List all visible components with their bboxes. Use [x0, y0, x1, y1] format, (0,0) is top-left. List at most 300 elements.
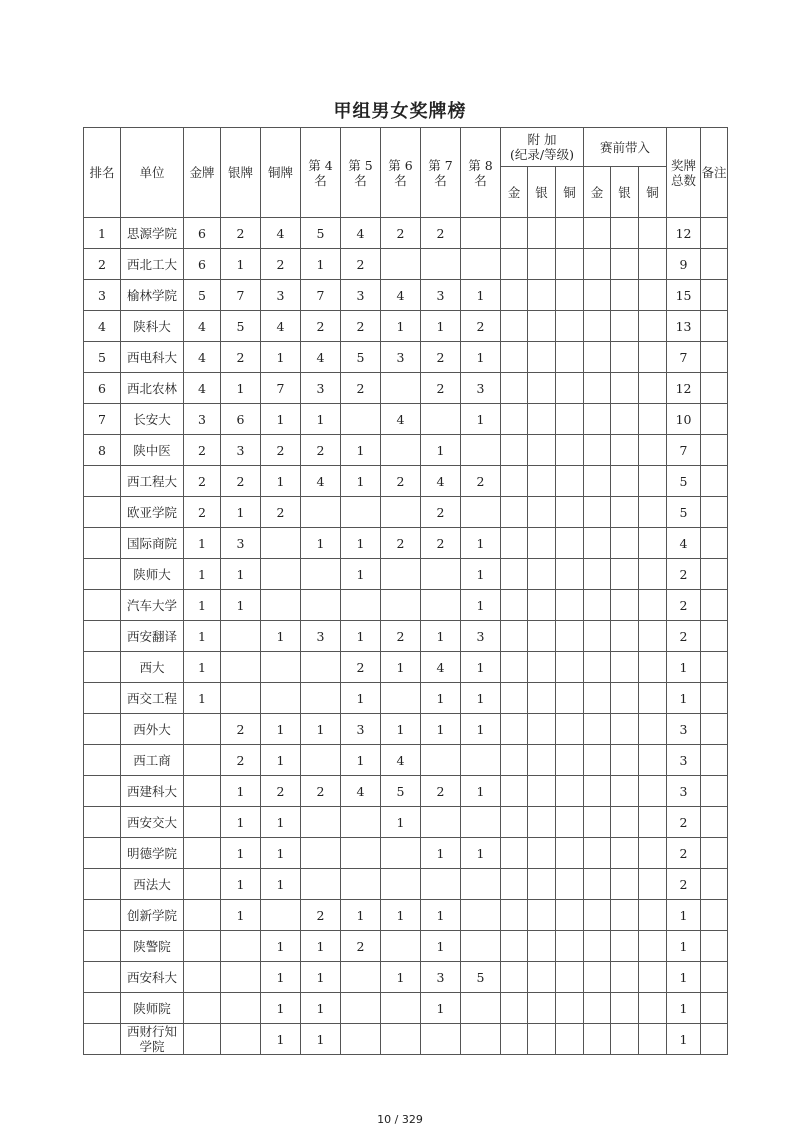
extra-silver-cell [528, 280, 556, 311]
extra-silver-cell [528, 931, 556, 962]
extra-silver-cell [528, 776, 556, 807]
place4-cell: 7 [301, 280, 341, 311]
extra-silver-cell [528, 218, 556, 249]
place5-cell: 2 [341, 931, 381, 962]
gold-cell: 1 [184, 590, 221, 621]
table-row [84, 559, 728, 590]
unit-cell: 西大 [121, 652, 184, 683]
header-unit: 单位 [121, 128, 184, 218]
unit-cell: 创新学院 [121, 900, 184, 931]
extra-bronze-cell [556, 993, 584, 1024]
place5-cell [341, 838, 381, 869]
bronze-cell: 2 [261, 249, 301, 280]
unit-cell: 陕警院 [121, 931, 184, 962]
place6-cell [381, 435, 421, 466]
extra-silver-cell [528, 621, 556, 652]
rank-cell [84, 900, 121, 931]
place6-cell: 1 [381, 900, 421, 931]
extra-bronze-cell [556, 404, 584, 435]
carried-silver-cell [611, 869, 639, 900]
extra-bronze-cell [556, 807, 584, 838]
total-cell: 5 [667, 466, 701, 497]
remark-cell [701, 869, 728, 900]
place4-cell: 1 [301, 714, 341, 745]
carried-silver-cell [611, 590, 639, 621]
gold-cell: 1 [184, 528, 221, 559]
gold-cell: 4 [184, 373, 221, 404]
gold-cell: 2 [184, 435, 221, 466]
place5-cell: 1 [341, 435, 381, 466]
gold-cell [184, 869, 221, 900]
carried-gold-cell [584, 590, 611, 621]
place7-cell: 2 [421, 776, 461, 807]
place8-cell: 1 [461, 342, 501, 373]
header-place8: 第 8 名 [461, 128, 501, 218]
carried-silver-cell [611, 745, 639, 776]
carried-bronze-cell [639, 652, 667, 683]
extra-silver-cell [528, 900, 556, 931]
gold-cell: 2 [184, 466, 221, 497]
place7-cell [421, 590, 461, 621]
header-bronze: 铜牌 [261, 128, 301, 218]
carried-silver-cell [611, 497, 639, 528]
table-row [84, 342, 728, 373]
unit-cell: 思源学院 [121, 218, 184, 249]
header-extra-gold: 金 [501, 167, 528, 218]
place8-cell [461, 807, 501, 838]
table-row [84, 993, 728, 1024]
table-row [84, 590, 728, 621]
carried-bronze-cell [639, 528, 667, 559]
extra-silver-cell [528, 311, 556, 342]
extra-bronze-cell [556, 559, 584, 590]
header-carried-gold: 金 [584, 167, 611, 218]
gold-cell [184, 993, 221, 1024]
remark-cell [701, 993, 728, 1024]
carried-silver-cell [611, 311, 639, 342]
header-place4: 第 4 名 [301, 128, 341, 218]
place8-cell [461, 931, 501, 962]
gold-cell: 4 [184, 311, 221, 342]
carried-bronze-cell [639, 962, 667, 993]
place7-cell: 1 [421, 993, 461, 1024]
carried-silver-cell [611, 559, 639, 590]
total-cell: 2 [667, 559, 701, 590]
bronze-cell: 2 [261, 776, 301, 807]
page-title: 甲组男女奖牌榜 [333, 101, 467, 122]
unit-cell: 西安翻译 [121, 621, 184, 652]
unit-cell: 西电科大 [121, 342, 184, 373]
carried-silver-cell [611, 652, 639, 683]
extra-bronze-cell [556, 528, 584, 559]
carried-silver-cell [611, 218, 639, 249]
extra-gold-cell [501, 621, 528, 652]
bronze-cell: 1 [261, 342, 301, 373]
bronze-cell [261, 900, 301, 931]
bronze-cell: 1 [261, 745, 301, 776]
carried-gold-cell [584, 311, 611, 342]
place7-cell [421, 559, 461, 590]
extra-gold-cell [501, 745, 528, 776]
place7-cell: 2 [421, 342, 461, 373]
silver-cell: 2 [221, 714, 261, 745]
place7-cell: 1 [421, 931, 461, 962]
place8-cell: 1 [461, 280, 501, 311]
extra-gold-cell [501, 559, 528, 590]
remark-cell [701, 218, 728, 249]
total-cell: 2 [667, 621, 701, 652]
remark-cell [701, 559, 728, 590]
place8-cell [461, 745, 501, 776]
carried-bronze-cell [639, 714, 667, 745]
place7-cell: 1 [421, 311, 461, 342]
table-row [84, 218, 728, 249]
carried-silver-cell [611, 1024, 639, 1055]
place4-cell: 1 [301, 528, 341, 559]
place7-cell: 1 [421, 621, 461, 652]
carried-gold-cell [584, 373, 611, 404]
bronze-cell: 4 [261, 311, 301, 342]
total-cell: 10 [667, 404, 701, 435]
silver-cell: 1 [221, 559, 261, 590]
total-cell: 2 [667, 807, 701, 838]
header-total: 奖牌总数 [667, 128, 701, 218]
carried-gold-cell [584, 559, 611, 590]
remark-cell [701, 590, 728, 621]
place7-cell: 2 [421, 218, 461, 249]
place4-cell: 1 [301, 249, 341, 280]
place8-cell [461, 1024, 501, 1055]
extra-gold-cell [501, 466, 528, 497]
medal-table [83, 127, 728, 1055]
place6-cell [381, 373, 421, 404]
silver-cell: 1 [221, 869, 261, 900]
place6-cell [381, 869, 421, 900]
carried-silver-cell [611, 776, 639, 807]
unit-cell: 西建科大 [121, 776, 184, 807]
place4-cell: 2 [301, 776, 341, 807]
total-cell: 1 [667, 683, 701, 714]
place8-cell: 1 [461, 714, 501, 745]
silver-cell: 1 [221, 900, 261, 931]
table-row [84, 900, 728, 931]
extra-silver-cell [528, 993, 556, 1024]
extra-silver-cell [528, 838, 556, 869]
header-silver: 银牌 [221, 128, 261, 218]
extra-gold-cell [501, 807, 528, 838]
unit-cell: 陕师大 [121, 559, 184, 590]
place7-cell: 1 [421, 435, 461, 466]
carried-bronze-cell [639, 590, 667, 621]
extra-gold-cell [501, 776, 528, 807]
extra-bronze-cell [556, 962, 584, 993]
bronze-cell: 1 [261, 838, 301, 869]
gold-cell: 6 [184, 218, 221, 249]
place6-cell [381, 249, 421, 280]
place8-cell: 3 [461, 621, 501, 652]
place6-cell [381, 931, 421, 962]
place4-cell [301, 590, 341, 621]
silver-cell: 1 [221, 497, 261, 528]
place5-cell: 1 [341, 466, 381, 497]
place4-cell: 2 [301, 900, 341, 931]
carried-bronze-cell [639, 1024, 667, 1055]
place6-cell: 2 [381, 218, 421, 249]
place5-cell: 2 [341, 311, 381, 342]
bronze-cell: 1 [261, 869, 301, 900]
silver-cell [221, 621, 261, 652]
extra-bronze-cell [556, 373, 584, 404]
place6-cell: 4 [381, 280, 421, 311]
carried-bronze-cell [639, 497, 667, 528]
medal-table-body [84, 218, 728, 1055]
carried-gold-cell [584, 621, 611, 652]
place5-cell: 2 [341, 249, 381, 280]
place8-cell: 2 [461, 311, 501, 342]
place6-cell [381, 590, 421, 621]
total-cell: 5 [667, 497, 701, 528]
rank-cell [84, 993, 121, 1024]
place7-cell [421, 869, 461, 900]
place6-cell: 1 [381, 962, 421, 993]
total-cell: 9 [667, 249, 701, 280]
bronze-cell [261, 683, 301, 714]
place4-cell: 2 [301, 435, 341, 466]
place4-cell: 5 [301, 218, 341, 249]
place8-cell: 3 [461, 373, 501, 404]
bronze-cell: 1 [261, 807, 301, 838]
place6-cell: 2 [381, 466, 421, 497]
place5-cell [341, 1024, 381, 1055]
rank-cell [84, 962, 121, 993]
total-cell: 15 [667, 280, 701, 311]
extra-silver-cell [528, 962, 556, 993]
rank-cell: 8 [84, 435, 121, 466]
carried-silver-cell [611, 280, 639, 311]
extra-bronze-cell [556, 466, 584, 497]
total-cell: 4 [667, 528, 701, 559]
place5-cell [341, 869, 381, 900]
carried-gold-cell [584, 838, 611, 869]
place4-cell [301, 683, 341, 714]
place4-cell [301, 807, 341, 838]
extra-bronze-cell [556, 435, 584, 466]
place5-cell: 2 [341, 373, 381, 404]
total-cell: 3 [667, 776, 701, 807]
place8-cell [461, 218, 501, 249]
silver-cell: 2 [221, 466, 261, 497]
remark-cell [701, 652, 728, 683]
unit-cell: 陕科大 [121, 311, 184, 342]
carried-bronze-cell [639, 683, 667, 714]
rank-cell [84, 807, 121, 838]
carried-gold-cell [584, 714, 611, 745]
place8-cell [461, 497, 501, 528]
extra-bronze-cell [556, 869, 584, 900]
place8-cell: 1 [461, 776, 501, 807]
extra-gold-cell [501, 435, 528, 466]
place8-cell [461, 900, 501, 931]
place7-cell: 2 [421, 497, 461, 528]
bronze-cell: 4 [261, 218, 301, 249]
rank-cell [84, 838, 121, 869]
carried-silver-cell [611, 838, 639, 869]
rank-cell: 6 [84, 373, 121, 404]
rank-cell [84, 776, 121, 807]
remark-cell [701, 931, 728, 962]
carried-silver-cell [611, 404, 639, 435]
header-remark: 备注 [701, 128, 728, 218]
silver-cell [221, 962, 261, 993]
carried-bronze-cell [639, 621, 667, 652]
remark-cell [701, 373, 728, 404]
place8-cell [461, 435, 501, 466]
header-carried-bronze: 铜 [639, 167, 667, 218]
carried-gold-cell [584, 962, 611, 993]
carried-bronze-cell [639, 776, 667, 807]
place7-cell: 1 [421, 838, 461, 869]
extra-gold-cell [501, 342, 528, 373]
total-cell: 3 [667, 714, 701, 745]
place5-cell: 1 [341, 559, 381, 590]
bronze-cell: 2 [261, 497, 301, 528]
header-rank: 排名 [84, 128, 121, 218]
silver-cell [221, 993, 261, 1024]
place8-cell: 1 [461, 683, 501, 714]
remark-cell [701, 404, 728, 435]
bronze-cell [261, 528, 301, 559]
silver-cell [221, 683, 261, 714]
table-row [84, 745, 728, 776]
place5-cell: 4 [341, 776, 381, 807]
place6-cell: 2 [381, 621, 421, 652]
place7-cell [421, 404, 461, 435]
bronze-cell: 1 [261, 993, 301, 1024]
header-extra [501, 128, 584, 167]
silver-cell: 6 [221, 404, 261, 435]
extra-silver-cell [528, 652, 556, 683]
extra-silver-cell [528, 869, 556, 900]
place4-cell: 1 [301, 1024, 341, 1055]
place8-cell: 5 [461, 962, 501, 993]
carried-bronze-cell [639, 342, 667, 373]
extra-silver-cell [528, 590, 556, 621]
place4-cell [301, 497, 341, 528]
silver-cell: 1 [221, 590, 261, 621]
remark-cell [701, 342, 728, 373]
bronze-cell: 3 [261, 280, 301, 311]
extra-gold-cell [501, 528, 528, 559]
table-row [84, 280, 728, 311]
table-row [84, 466, 728, 497]
carried-gold-cell [584, 249, 611, 280]
remark-cell [701, 1024, 728, 1055]
carried-bronze-cell [639, 373, 667, 404]
remark-cell [701, 280, 728, 311]
carried-gold-cell [584, 404, 611, 435]
place6-cell: 1 [381, 714, 421, 745]
extra-gold-cell [501, 900, 528, 931]
bronze-cell [261, 652, 301, 683]
remark-cell [701, 776, 728, 807]
carried-gold-cell [584, 280, 611, 311]
place4-cell: 1 [301, 931, 341, 962]
silver-cell [221, 1024, 261, 1055]
extra-bronze-cell [556, 218, 584, 249]
place5-cell [341, 590, 381, 621]
extra-bronze-cell [556, 497, 584, 528]
place7-cell [421, 745, 461, 776]
rank-cell [84, 714, 121, 745]
extra-bronze-cell [556, 621, 584, 652]
table-row [84, 714, 728, 745]
unit-cell: 西安交大 [121, 807, 184, 838]
place7-cell: 4 [421, 466, 461, 497]
gold-cell: 3 [184, 404, 221, 435]
place7-cell: 1 [421, 714, 461, 745]
bronze-cell: 1 [261, 1024, 301, 1055]
table-row [84, 683, 728, 714]
rank-cell: 7 [84, 404, 121, 435]
place4-cell: 1 [301, 962, 341, 993]
place4-cell [301, 745, 341, 776]
table-row [84, 962, 728, 993]
gold-cell: 6 [184, 249, 221, 280]
extra-bronze-cell [556, 745, 584, 776]
unit-cell: 陕师院 [121, 993, 184, 1024]
remark-cell [701, 466, 728, 497]
carried-silver-cell [611, 962, 639, 993]
header-extra-line1: 附 加 [527, 132, 557, 147]
place5-cell [341, 962, 381, 993]
carried-silver-cell [611, 435, 639, 466]
bronze-cell: 2 [261, 435, 301, 466]
remark-cell [701, 962, 728, 993]
bronze-cell: 1 [261, 621, 301, 652]
extra-silver-cell [528, 466, 556, 497]
carried-silver-cell [611, 342, 639, 373]
total-cell: 7 [667, 342, 701, 373]
place6-cell [381, 559, 421, 590]
place5-cell: 1 [341, 900, 381, 931]
table-row [84, 776, 728, 807]
carried-bronze-cell [639, 838, 667, 869]
extra-bronze-cell [556, 931, 584, 962]
unit-cell: 西工商 [121, 745, 184, 776]
place4-cell: 2 [301, 311, 341, 342]
extra-silver-cell [528, 342, 556, 373]
gold-cell [184, 900, 221, 931]
place8-cell [461, 993, 501, 1024]
table-row [84, 621, 728, 652]
remark-cell [701, 838, 728, 869]
place7-cell [421, 249, 461, 280]
place5-cell: 1 [341, 528, 381, 559]
unit-cell: 榆林学院 [121, 280, 184, 311]
place5-cell: 2 [341, 652, 381, 683]
gold-cell: 1 [184, 683, 221, 714]
place6-cell: 2 [381, 528, 421, 559]
place6-cell [381, 1024, 421, 1055]
gold-cell [184, 807, 221, 838]
gold-cell [184, 962, 221, 993]
place7-cell: 3 [421, 280, 461, 311]
carried-silver-cell [611, 993, 639, 1024]
total-cell: 12 [667, 373, 701, 404]
place5-cell: 4 [341, 218, 381, 249]
carried-silver-cell [611, 528, 639, 559]
total-cell: 2 [667, 838, 701, 869]
